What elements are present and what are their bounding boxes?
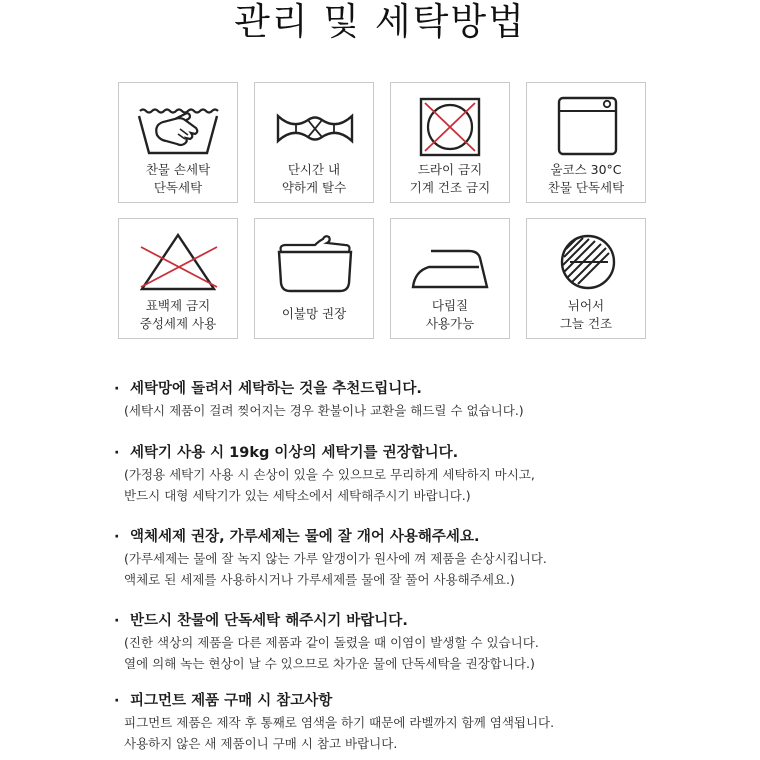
care-label-line: 드라이 금지 — [417, 162, 483, 177]
bullet: · — [114, 445, 120, 461]
care-label-line: 찬물 단독세탁 — [547, 180, 625, 195]
note-heading — [114, 526, 674, 548]
laundry-net-icon — [255, 225, 373, 297]
care-card-shade-dry — [526, 218, 646, 339]
note-heading — [114, 378, 674, 400]
care-label-line: 중성세제 사용 — [139, 316, 217, 331]
note-detail: (세탁시 제품이 걸려 찢어지는 경우 환불이나 교환을 해드릴 수 없습니다.) — [124, 403, 524, 418]
bullet: · — [114, 529, 120, 545]
note-item — [114, 690, 674, 754]
care-label-line: 단시간 내 — [287, 162, 341, 177]
note-detail: 피그먼트 제품은 제작 후 통째로 염색을 하기 때문에 라벨까지 함께 염색됩니다. — [124, 715, 555, 730]
care-card-net — [254, 218, 374, 339]
note-detail: 액체로 된 세제를 사용하시거나 가루세제를 물에 잘 풀어 사용해주세요.) — [124, 572, 515, 587]
note-heading — [114, 442, 674, 464]
note-item — [114, 442, 674, 506]
shade-dry-icon — [527, 225, 645, 297]
ironing-icon — [391, 225, 509, 297]
hand-wash-icon — [119, 89, 237, 161]
note-detail: 반드시 대형 세탁기가 있는 세탁소에서 세탁해주시기 바랍니다.) — [124, 488, 471, 503]
care-label-line: 이불망 권장 — [281, 306, 347, 321]
care-label-line: 뉘어서 — [567, 298, 605, 313]
care-label-line: 표백제 금지 — [145, 298, 211, 313]
care-label-line: 울코스 30°C — [550, 162, 622, 177]
page-title: 관리 및 세탁방법 — [234, 0, 526, 43]
no-bleach-icon — [119, 225, 237, 297]
note-heading-text: 세탁망에 돌려서 세탁하는 것을 추천드립니다. — [130, 381, 422, 397]
care-card-spin — [254, 82, 374, 203]
care-label-line: 찬물 손세탁 — [145, 162, 211, 177]
care-label-line: 다림질 — [431, 298, 469, 313]
care-label-line: 그늘 건조 — [559, 316, 613, 331]
wool-course-washer-icon — [527, 89, 645, 161]
care-label — [255, 161, 373, 197]
bullet: · — [114, 381, 120, 397]
care-label-line: 단독세탁 — [153, 180, 203, 195]
note-detail: 사용하지 않은 새 제품이니 구매 시 참고 바랍니다. — [124, 736, 398, 751]
care-label — [527, 161, 645, 197]
care-label — [527, 297, 645, 333]
note-heading-text: 세탁기 사용 시 19kg 이상의 세탁기를 권장합니다. — [130, 445, 459, 461]
care-label — [119, 161, 237, 197]
bullet: · — [114, 693, 120, 709]
care-card-hand-wash — [118, 82, 238, 203]
care-card-iron — [390, 218, 510, 339]
care-label — [255, 305, 373, 323]
note-heading-text: 피그먼트 제품 구매 시 참고사항 — [130, 693, 333, 709]
note-item — [114, 610, 674, 674]
note-heading — [114, 690, 674, 712]
care-label-line: 약하게 탈수 — [281, 180, 347, 195]
no-dry-clean-icon — [391, 89, 509, 161]
note-detail: (가루세제는 물에 잘 녹지 않는 가루 알갱이가 원사에 껴 제품을 손상시킵니다. — [124, 551, 547, 566]
note-detail: (진한 색상의 제품을 다른 제품과 같이 돌렸을 때 이염이 발생할 수 있습니다. — [124, 635, 539, 650]
care-label — [391, 297, 509, 333]
care-label-line: 기계 건조 금지 — [409, 180, 491, 195]
bullet: · — [114, 613, 120, 629]
note-item — [114, 378, 674, 421]
note-heading — [114, 610, 674, 632]
care-label — [391, 161, 509, 197]
note-detail: (가정용 세탁기 사용 시 손상이 있을 수 있으므로 무리하게 세탁하지 마시고, — [124, 467, 535, 482]
care-card-bleach — [118, 218, 238, 339]
gentle-spin-icon — [255, 89, 373, 161]
note-item — [114, 526, 674, 590]
care-card-no-dry — [390, 82, 510, 203]
care-card-wool — [526, 82, 646, 203]
care-label — [119, 297, 237, 333]
note-heading-text: 반드시 찬물에 단독세탁 해주시기 바랍니다. — [130, 613, 408, 629]
note-detail: 열에 의해 녹는 현상이 날 수 있으므로 차가운 물에 단독세탁을 권장합니다.) — [124, 656, 535, 671]
care-label-line: 사용가능 — [425, 316, 475, 331]
note-heading-text: 액체세제 권장, 가루세제는 물에 잘 개어 사용해주세요. — [130, 529, 480, 545]
